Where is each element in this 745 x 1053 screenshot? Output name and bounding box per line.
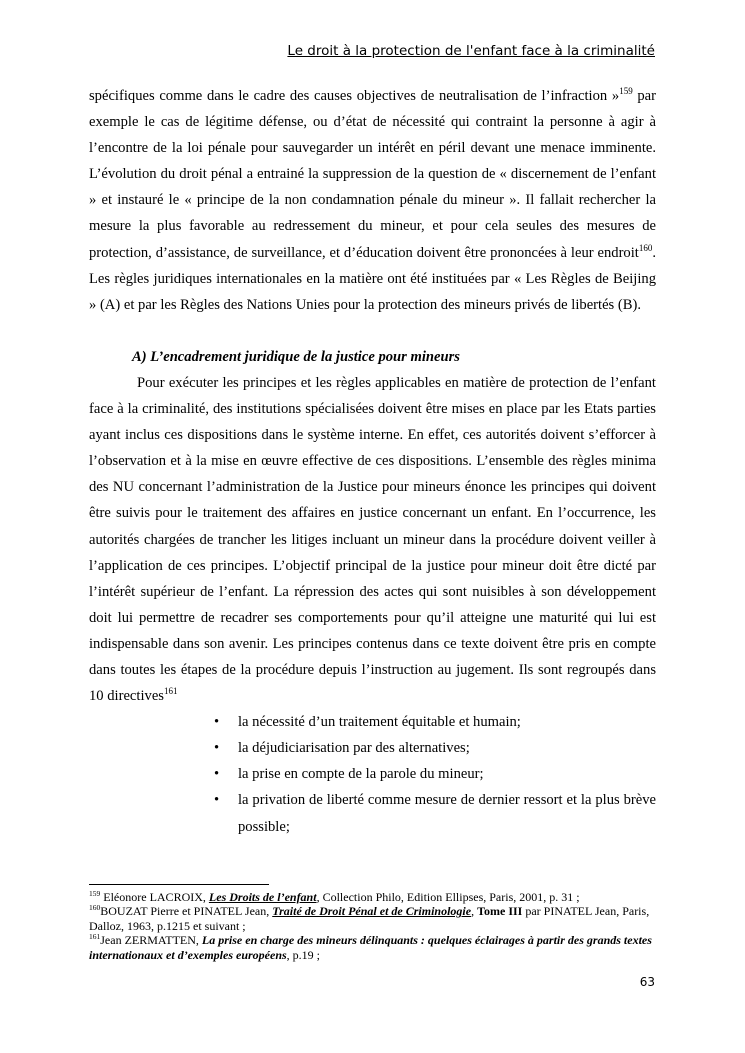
footnote-161 — [89, 933, 656, 962]
footnote-details: par PINATEL Jean, Paris, Dalloz, 1963, p.1215 et suivant ; — [89, 904, 650, 933]
footnote-separator-text: , — [471, 904, 478, 919]
bullet-icon: • — [214, 766, 220, 783]
directive-text: la privation de liberté comme mesure de dernier ressort et la plus brève possible; — [238, 792, 656, 835]
footnote-number: 160 — [89, 903, 101, 913]
bullet-icon: • — [214, 792, 220, 809]
footnote-author: Eléonore LACROIX, — [100, 890, 209, 904]
footnote-number: 161 — [89, 932, 101, 942]
directive-text: la nécessité d’un traitement équitable et humain; — [238, 714, 521, 731]
footnote-author: Jean ZERMATTEN, — [100, 933, 202, 948]
footnote-ref-161[interactable]: 161 — [163, 686, 178, 697]
footnote-ref-159[interactable]: 159 — [619, 86, 633, 97]
paragraph-1-part-2: par exemple le cas de légitime défense, ou d’état de nécessité qui contraint la personne à agir à l’encontre de la loi pénale pour sauvegarder un intérêt en péril devant une menace imminente. L’évolution du droit pénal a entrainé la suppression de la question de « discernement de l’enfant » et instauré le « principe de la non condamnation pénale du mineur ». Il fallait rechercher la mesure la plus favorable au redressement du mineur, et pour cela seules des mesures de protection, d’assistance, de surveillance, et d’éducation doivent être prononcées à leur endroit — [89, 88, 656, 261]
footnote-title: Traité de Droit Pénal et de Criminologie — [272, 904, 472, 919]
footnote-tome: Tome III — [477, 904, 523, 919]
paragraph-1-part-1: spécifiques comme dans le cadre des causes objectives de neutralisation de l’infraction » — [89, 88, 620, 104]
footnote-title: La prise en charge des mineurs délinquants : quelques éclairages à partir des grands textes internationaux et d’exemples européens — [89, 933, 652, 962]
body-text — [89, 83, 656, 840]
list-item — [214, 787, 656, 839]
footnote-separator — [89, 884, 269, 885]
directive-text: la prise en compte de la parole du mineur; — [238, 766, 484, 783]
footnotes — [89, 890, 656, 962]
footnote-159 — [89, 890, 656, 904]
paragraph-spacer — [89, 318, 656, 344]
list-item — [214, 735, 656, 761]
footnote-details: , p.19 ; — [286, 947, 321, 962]
running-header: Le droit à la protection de l'enfant face à la criminalité — [287, 43, 655, 59]
bullet-icon: • — [214, 740, 220, 757]
paragraph-1 — [89, 83, 656, 318]
footnote-number: 159 — [89, 889, 101, 898]
section-heading: A) L’encadrement juridique de la justice pour mineurs — [132, 348, 460, 365]
directives-list — [89, 709, 656, 839]
footnote-ref-160[interactable]: 160 — [638, 242, 653, 253]
footnote-160 — [89, 904, 656, 933]
page-number: 63 — [639, 975, 655, 989]
footnote-author: BOUZAT Pierre et PINATEL Jean, — [100, 904, 273, 919]
footnote-title: Les Droits de l’enfant — [208, 890, 317, 904]
bullet-icon: • — [214, 714, 220, 731]
list-item — [214, 761, 656, 787]
footnote-details: , Collection Philo, Edition Ellipses, Paris, 2001, p. 31 ; — [316, 890, 580, 904]
directive-text: la déjudiciarisation par des alternatives; — [238, 740, 470, 757]
paragraph-1-part-3: . Les règles juridiques internationales en la matière ont été instituées par « Les Règles de Beijing » (A) et par les Règles des Nations Unies pour la protection des mineurs privés de libertés (B). — [89, 244, 656, 313]
paragraph-2-text: Pour exécuter les principes et les règles applicables en matière de protection de l’enfant face à la criminalité, des institutions spécialisées doivent être mises en place par les Etats parties ayant inclus ces dispositions dans le système interne. En effet, ces autorités doivent s’efforcer à l’observation et à la mise en œuvre effective de ces dispositions. L’ensemble des règles minima des NU concernant l’administration de la Justice pour mineurs énonce les principes qui doivent être suivis pour le traitement des affaires en justice concernant un enfant. En l’occurrence, les autorités chargées de trancher les litiges incluant un mineur dans la procédure doivent veiller à l’application de ces principes. L’objectif principal de la justice pour mineur doit être dicté par l’intérêt supérieur de l’enfant. La répression des actes qui sont nuisibles à son développement doit lui permettre de recadrer ses comportements pour qu’il atteigne une maturité qui lui est indispensable dans son avenir. Les principes contenus dans ce texte doivent être pris en compte dans toutes les étapes de la procédure depuis l’instruction au jugement. Ils sont regroupés dans 10 directives — [89, 374, 656, 705]
list-item — [214, 709, 656, 735]
paragraph-2 — [89, 370, 656, 709]
